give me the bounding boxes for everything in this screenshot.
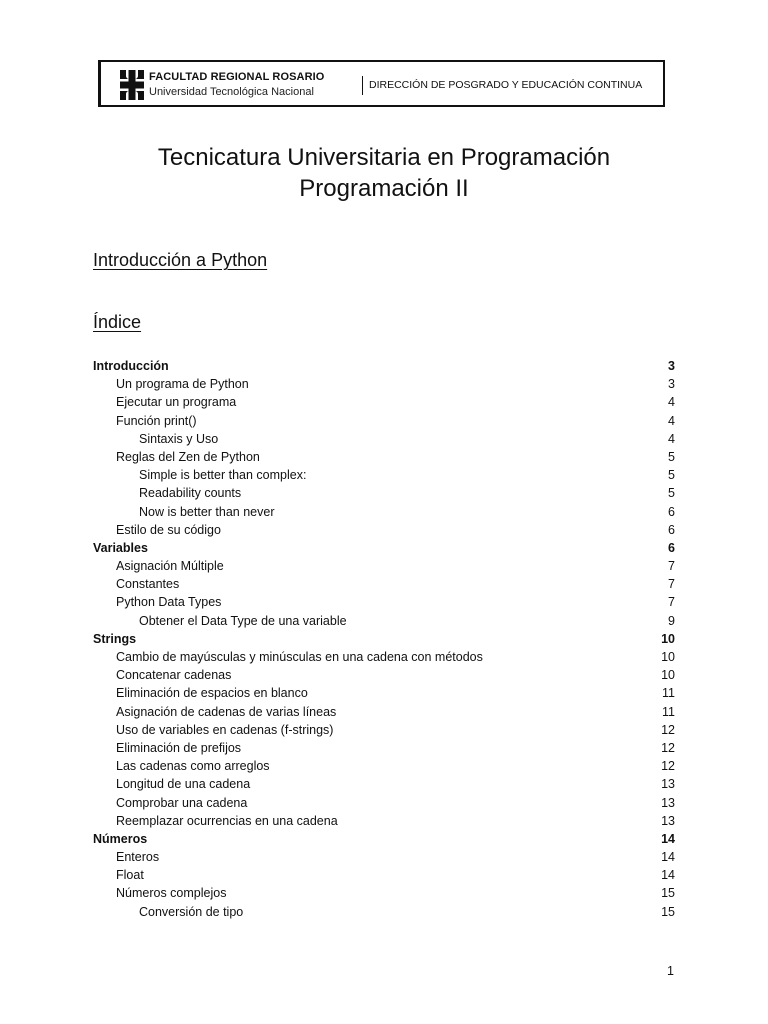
toc-entry-page: 3 bbox=[668, 359, 675, 373]
table-of-contents bbox=[93, 357, 675, 921]
toc-entry-label: Asignación de cadenas de varias líneas bbox=[116, 704, 337, 719]
toc-entry-label: Reemplazar ocurrencias en una cadena bbox=[116, 813, 338, 828]
toc-entry-page: 3 bbox=[668, 377, 675, 392]
toc-entry-label: Las cadenas como arreglos bbox=[116, 759, 270, 774]
index-heading: Índice bbox=[93, 312, 142, 332]
toc-entry[interactable] bbox=[93, 721, 675, 739]
toc-entry-label: Introducción bbox=[93, 359, 169, 373]
toc-entry-label: Números complejos bbox=[116, 886, 227, 901]
institution-name: FACULTAD REGIONAL ROSARIO bbox=[149, 71, 325, 83]
toc-entry-label: Comprobar una cadena bbox=[116, 795, 248, 810]
toc-entry-label: Now is better than never bbox=[139, 504, 275, 519]
toc-entry[interactable] bbox=[93, 448, 675, 466]
toc-entry-label: Números bbox=[93, 831, 148, 846]
toc-entry-page: 5 bbox=[668, 486, 675, 501]
toc-entry-label: Variables bbox=[93, 540, 148, 555]
toc-entry-label: Simple is better than complex: bbox=[139, 468, 307, 483]
toc-entry-label: Float bbox=[116, 868, 144, 883]
toc-entry-page: 13 bbox=[661, 795, 675, 810]
toc-entry-label: Constantes bbox=[116, 577, 180, 592]
toc-entry-page: 10 bbox=[661, 631, 675, 646]
toc-entry[interactable] bbox=[93, 393, 675, 411]
toc-entry-label: Ejecutar un programa bbox=[116, 395, 237, 410]
toc-entry-page: 7 bbox=[668, 559, 675, 574]
toc-entry-page: 14 bbox=[661, 850, 675, 865]
toc-entry[interactable] bbox=[93, 703, 675, 721]
toc-entry-page: 12 bbox=[661, 759, 675, 774]
header-divider bbox=[362, 76, 363, 95]
toc-entry-page: 13 bbox=[661, 777, 675, 792]
toc-entry[interactable] bbox=[93, 884, 675, 902]
toc-entry[interactable] bbox=[93, 612, 675, 630]
utn-logo-icon bbox=[120, 70, 144, 100]
toc-entry-page: 11 bbox=[662, 686, 675, 701]
toc-entry-page: 15 bbox=[661, 886, 675, 901]
title-line-1: Tecnicatura Universitaria en Programación bbox=[157, 144, 611, 171]
toc-entry-page: 6 bbox=[668, 540, 675, 555]
toc-entry[interactable] bbox=[93, 684, 675, 702]
toc-entry-label: Sintaxis y Uso bbox=[139, 431, 219, 446]
toc-entry-page: 4 bbox=[668, 431, 675, 446]
toc-entry-page: 11 bbox=[662, 704, 675, 719]
toc-entry-label: Conversión de tipo bbox=[139, 904, 244, 919]
toc-entry-page: 5 bbox=[668, 449, 675, 464]
toc-entry[interactable] bbox=[93, 666, 675, 684]
toc-entry-page: 4 bbox=[668, 395, 675, 410]
institution-block bbox=[149, 70, 324, 100]
toc-entry[interactable] bbox=[93, 775, 675, 793]
toc-entry[interactable] bbox=[93, 412, 675, 430]
toc-entry-page: 6 bbox=[668, 504, 675, 519]
toc-entry[interactable] bbox=[93, 539, 675, 557]
toc-entry[interactable] bbox=[93, 375, 675, 393]
toc-entry[interactable] bbox=[93, 630, 675, 648]
toc-entry[interactable] bbox=[93, 739, 675, 757]
toc-entry-page: 10 bbox=[661, 650, 675, 664]
toc-entry[interactable] bbox=[93, 466, 675, 484]
toc-entry-label: Strings bbox=[93, 631, 137, 646]
toc-entry-page: 4 bbox=[668, 413, 675, 428]
toc-entry[interactable] bbox=[93, 521, 675, 539]
toc-entry-label: Eliminación de prefijos bbox=[116, 740, 242, 755]
toc-entry-page: 9 bbox=[668, 613, 675, 628]
toc-entry[interactable] bbox=[93, 484, 675, 502]
toc-entry-page: 13 bbox=[661, 813, 675, 828]
toc-entry-page: 12 bbox=[661, 740, 675, 755]
toc-entry-label: Enteros bbox=[116, 850, 160, 865]
toc-entry-label: Python Data Types bbox=[116, 595, 222, 610]
toc-entry[interactable] bbox=[93, 503, 675, 521]
toc-entry[interactable] bbox=[93, 757, 675, 775]
toc-entry-label: Uso de variables en cadenas (f-strings) bbox=[116, 722, 334, 737]
document-header bbox=[98, 60, 665, 107]
page-number: 1 bbox=[667, 964, 674, 978]
toc-entry[interactable] bbox=[93, 866, 675, 884]
toc-entry-label: Readability counts bbox=[139, 486, 242, 501]
toc-entry-label: Función print() bbox=[116, 413, 197, 428]
toc-entry-label: Asignación Múltiple bbox=[116, 559, 224, 574]
toc-entry-label: Reglas del Zen de Python bbox=[116, 449, 260, 464]
university-name: Universidad Tecnológica Nacional bbox=[149, 86, 314, 98]
subtitle-heading: Introducción a Python bbox=[93, 250, 268, 270]
toc-entry-page: 5 bbox=[668, 468, 675, 483]
toc-entry-label: Un programa de Python bbox=[116, 377, 249, 392]
toc-entry[interactable] bbox=[93, 593, 675, 611]
toc-entry-page: 14 bbox=[661, 831, 675, 846]
toc-entry-page: 7 bbox=[668, 595, 675, 610]
toc-entry[interactable] bbox=[93, 812, 675, 830]
department-name: DIRECCIÓN DE POSGRADO Y EDUCACIÓN CONTINUA bbox=[369, 79, 643, 91]
toc-entry[interactable] bbox=[93, 648, 675, 666]
toc-entry[interactable] bbox=[93, 357, 675, 375]
toc-entry[interactable] bbox=[93, 557, 675, 575]
toc-entry[interactable] bbox=[93, 903, 675, 921]
toc-entry[interactable] bbox=[93, 430, 675, 448]
toc-entry[interactable] bbox=[93, 830, 675, 848]
toc-entry-label: Eliminación de espacios en blanco bbox=[116, 686, 308, 701]
title-line-2: Programación II bbox=[299, 175, 469, 202]
toc-entry-label: Obtener el Data Type de una variable bbox=[139, 613, 347, 628]
toc-entry-label: Cambio de mayúsculas y minúsculas en una cadena con métodos bbox=[116, 650, 483, 664]
toc-entry[interactable] bbox=[93, 848, 675, 866]
toc-entry-label: Concatenar cadenas bbox=[116, 668, 232, 683]
toc-entry[interactable] bbox=[93, 794, 675, 812]
toc-entry-page: 14 bbox=[661, 868, 675, 883]
toc-entry-page: 15 bbox=[661, 904, 675, 919]
toc-entry-label: Longitud de una cadena bbox=[116, 777, 251, 792]
toc-entry-page: 6 bbox=[668, 522, 675, 537]
document-title bbox=[0, 142, 768, 204]
toc-entry-page: 12 bbox=[661, 722, 675, 737]
toc-entry-label: Estilo de su código bbox=[116, 522, 221, 537]
toc-entry-page: 7 bbox=[668, 577, 675, 592]
toc-entry[interactable] bbox=[93, 575, 675, 593]
toc-entry-page: 10 bbox=[661, 668, 675, 683]
